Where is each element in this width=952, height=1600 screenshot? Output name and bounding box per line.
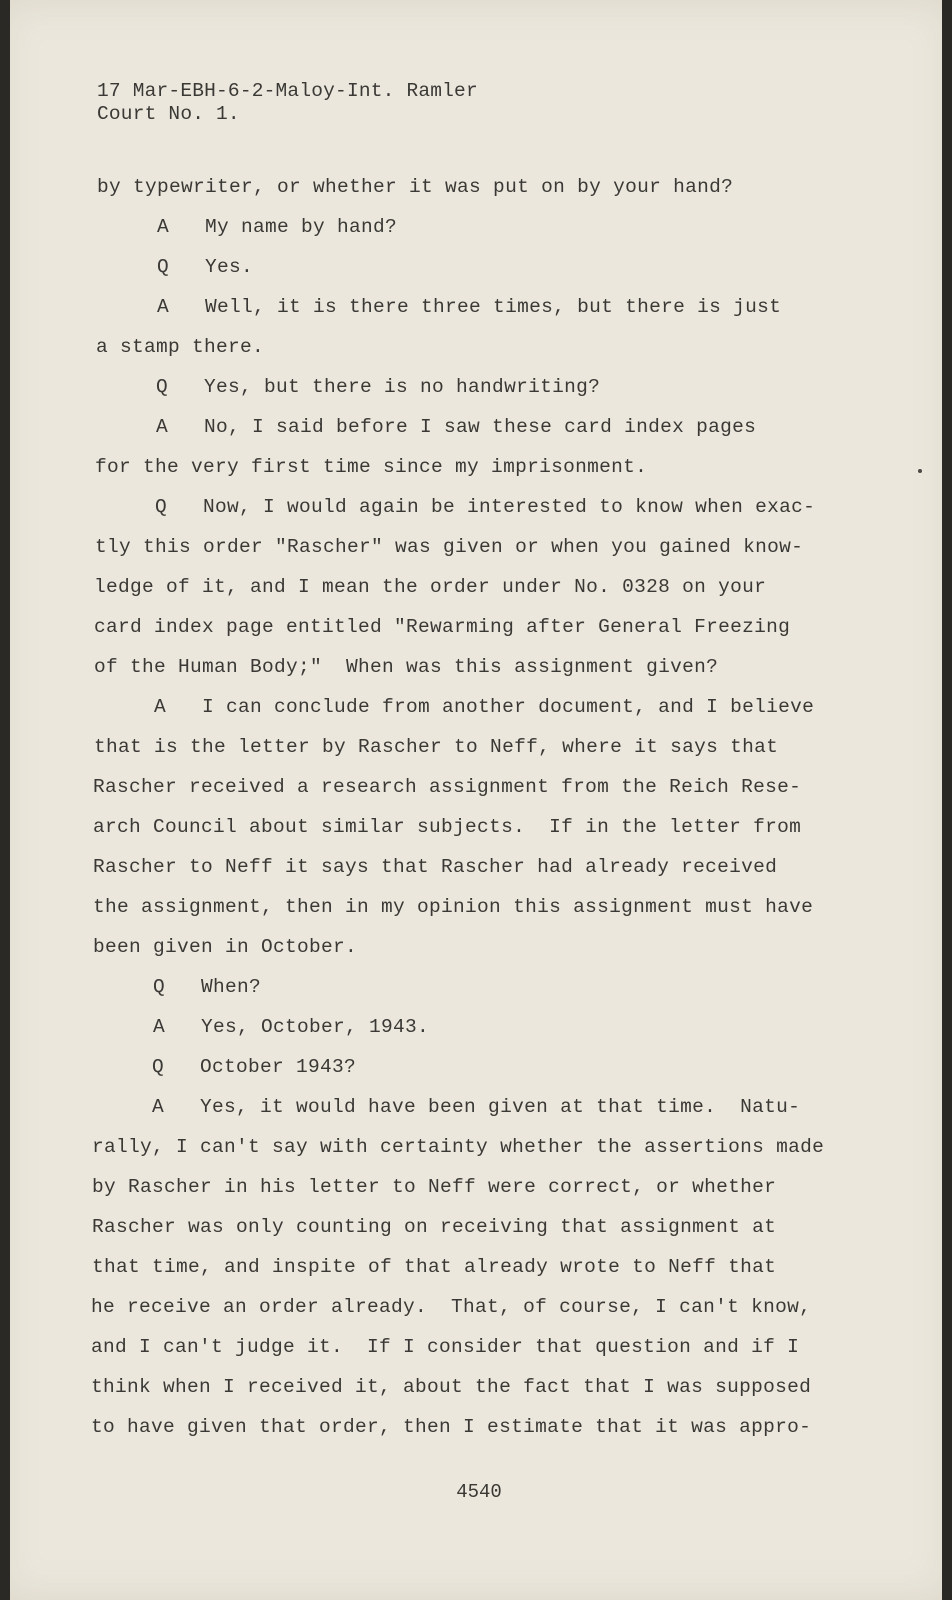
transcript-line: A No, I said before I saw these card index pages [96,416,757,438]
transcript-line: Q Now, I would again be interested to know when exac- [95,496,816,518]
transcript-line: by typewriter, or whether it was put on by your hand? [97,176,734,198]
transcript-line: Q Yes. [97,256,254,278]
transcript-line: by Rascher in his letter to Neff were correct, or whether [92,1176,777,1198]
scan-border-right [942,0,952,1600]
header-line-2: Court No. 1. [97,103,240,125]
transcript-line: A My name by hand? [97,216,398,238]
transcript-line: Q When? [93,976,262,998]
transcript-line: Q Yes, but there is no handwriting? [96,376,601,398]
transcript-line: to have given that order, then I estimate that it was appro- [91,1416,812,1438]
transcript-line: he receive an order already. That, of course, I can't know, [91,1296,812,1318]
transcript-line: arch Council about similar subjects. If in the letter from [93,816,802,838]
transcript-line: Rascher to Neff it says that Rascher had already received [93,856,778,878]
transcript-line: of the Human Body;" When was this assignment given? [94,656,719,678]
transcript-line: card index page entitled "Rewarming after General Freezing [94,616,791,638]
transcript-line: Rascher was only counting on receiving that assignment at [92,1216,777,1238]
header-line-1: 17 Mar-EBH-6-2-Maloy-Int. Ramler [97,80,478,102]
transcript-line: tly this order "Rascher" was given or when you gained know- [95,536,804,558]
transcript-line: A Yes, October, 1943. [93,1016,430,1038]
scan-border-left [0,0,10,1600]
transcript-line: been given in October. [93,936,358,958]
transcript-line: and I can't judge it. If I consider that question and if I [91,1336,800,1358]
transcript-line: a stamp there. [96,336,265,358]
transcript-line: Q October 1943? [92,1056,357,1078]
transcript-line: A I can conclude from another document, and I believe [94,696,815,718]
transcript-line: that is the letter by Rascher to Neff, where it says that [94,736,779,758]
transcript-line: think when I received it, about the fact that I was supposed [91,1376,812,1398]
transcript-line: A Well, it is there three times, but there is just [97,296,782,318]
transcript-line: the assignment, then in my opinion this assignment must have [93,896,814,918]
transcript-line: Rascher received a research assignment from the Reich Rese- [93,776,802,798]
transcript-line: ledge of it, and I mean the order under No. 0328 on your [94,576,767,598]
transcript-line: that time, and inspite of that already wrote to Neff that [92,1256,777,1278]
document-header [97,80,478,126]
paper-speck [918,469,922,473]
page-number: 4540 [456,1481,502,1503]
transcript-line: for the very first time since my imprisonment. [95,456,648,478]
transcript-line: rally, I can't say with certainty whether the assertions made [92,1136,825,1158]
transcript-line: A Yes, it would have been given at that time. Natu- [92,1096,801,1118]
